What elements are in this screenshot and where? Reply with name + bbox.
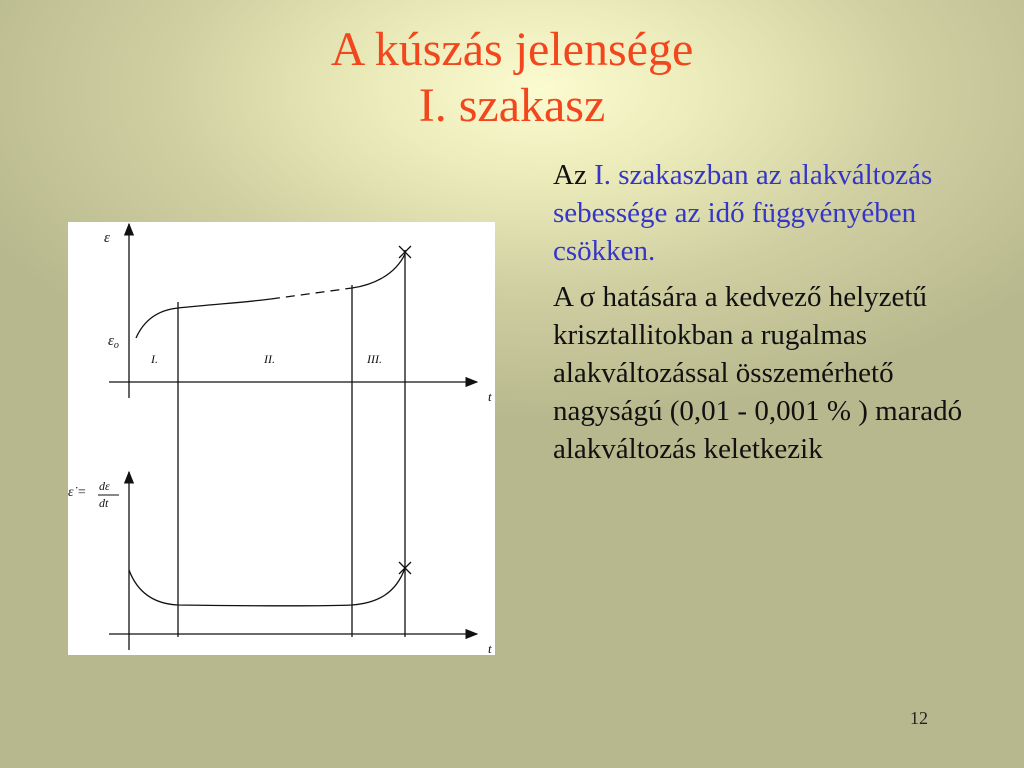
creep-diagram-svg xyxy=(68,222,495,655)
creep-curve-tertiary xyxy=(352,254,405,288)
p2-prefix: A xyxy=(553,281,580,313)
bottom-x-axis-label: t xyxy=(488,641,492,655)
stage-label-1: I. xyxy=(151,352,158,366)
slide-body-text xyxy=(553,156,1003,476)
creep-curve-primary xyxy=(136,299,271,338)
top-y-axis-label: ε xyxy=(104,230,110,246)
paragraph-stage-one xyxy=(553,156,1003,270)
eps0-label: $\varepsilon_o$ xyxy=(108,333,119,351)
p1-roman: I. xyxy=(594,159,611,191)
p1-highlight: szakaszban az alakváltozás sebessége az idő függvényében csökken. xyxy=(553,159,933,267)
paragraph-sigma-effect xyxy=(553,278,1003,468)
creep-curve-secondary-dashed xyxy=(271,288,352,299)
sigma-symbol: σ xyxy=(579,281,596,313)
strain-rate-label: ε̇ = xyxy=(68,485,87,500)
slide-title xyxy=(0,22,1024,134)
stage-label-3: III. xyxy=(367,352,382,366)
top-x-axis-label: t xyxy=(488,389,492,404)
title-line-1: A kúszás jelensége xyxy=(330,23,694,76)
strain-rate-denominator: dt xyxy=(99,496,109,510)
stage-label-2: II. xyxy=(264,352,275,366)
creep-diagram xyxy=(68,222,495,655)
creep-rate-curve xyxy=(129,568,405,606)
p1-prefix: Az xyxy=(553,159,595,191)
title-line-2: I. szakasz xyxy=(418,79,606,132)
p2-body: hatására a kedvező helyzetű krisztallitokban a rugalmas alakváltozással összemérhető nagyságú (0,01 - 0,001 % ) maradó alakváltozás keletkezik xyxy=(553,281,963,465)
slide-number: 12 xyxy=(910,708,928,728)
strain-rate-numerator: dε xyxy=(99,479,110,493)
